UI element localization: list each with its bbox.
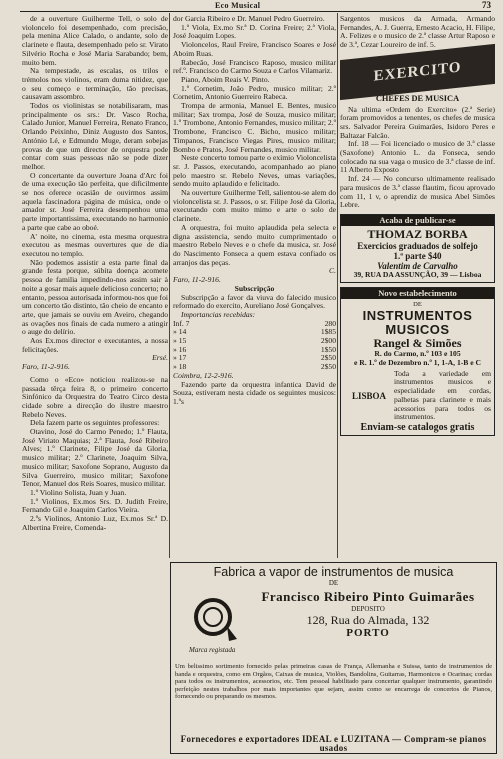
paragraph: Importancias recebidas: <box>181 309 256 319</box>
paragraph: A' noite, no cinema, esta mesma orquestra executou as mesmas ouvertures que de dia executou no templo. <box>22 231 168 258</box>
column-1 <box>22 15 168 532</box>
subscription-row <box>173 346 336 355</box>
subscription-value: 1$50 <box>320 344 336 354</box>
subscription-row <box>173 328 336 337</box>
paragraph: Violoncelos, Raul Freire, Francisco Soares e José Aboim Ruas. <box>173 40 336 58</box>
paragraph: O concertante da ouverture Joana d'Arc foi de uma execução tão perfeita, que dificilmente se nos oferece ocasião de ouvirmos assim aquela fascinadora página de música, onde o amador sr. José Ferreira desempenhou uma parte importantissima, executando no harmonio a parte que cabe ao oboé. <box>22 170 168 232</box>
advert-deposit: DEPOSITO <box>351 605 385 613</box>
subscription-value: 2$50 <box>320 362 336 372</box>
paragraph: 1.º Violino Solista, Juan y Juan. <box>30 487 127 497</box>
subscription-value: 280 <box>324 318 336 328</box>
page-header <box>20 2 491 12</box>
advert-shop <box>243 589 493 639</box>
advert-footer: Fornecedores e exportadores IDEAL e LUZITANA — Compram-se pianos usados <box>180 734 487 753</box>
subscription-label: » 16 <box>173 344 187 354</box>
paragraph: 2.ºs Violinos, Antonio Luz, Ex.mos Sr.ª D. Albertina Freire, Comenda- <box>22 514 168 532</box>
rangel-advert <box>340 287 495 436</box>
paragraph: Piano, Aboim Reais V. Pinto. <box>181 74 270 84</box>
advert-instr: INSTRUMENTOS MUSICOS <box>362 308 473 338</box>
subscription-value: 1$85 <box>320 327 336 337</box>
subscription-row <box>173 354 336 363</box>
advert-address: 128, Rua do Almada, 132 <box>306 613 430 627</box>
paragraph: dor Garcia Ribeiro e Dr. Manuel Pedro Guerreiro. <box>173 14 325 23</box>
paragraph: Fazendo parte da orquestra infantica David de Souza, estiveram nesta cidade os seguintes musicos: 1.ºs <box>173 379 336 406</box>
column-2 <box>173 15 336 407</box>
advert-addr1: R. do Carmo, n.º 103 e 105 <box>374 349 461 359</box>
paragraph: Trompa de armonia, Manuel E. Bentes, musico militar; Sax trompa, José de Souza, musico militar; 1.º Trombone, Antonio Fernandes, musico militar; 2.º Trombone, Francisco C. Bicho, musico militar; Timpanos, Francisco Viegas Pires, musico militar; Bombo e Pratos, José Fernandes, musico militar. <box>173 101 336 154</box>
column-rule <box>169 13 170 558</box>
paragraph: Na ultima «Ordem do Exercito» (2.ª Serie) foram promovidos a tenentes, os chefes de musica srs. Salvador Pereira Guimarães, Isidoro Peres e Baltazar Falcão. <box>340 104 495 140</box>
section-heading: CHEFES DE MUSICA <box>375 93 460 103</box>
advert-city: PORTO <box>346 627 390 639</box>
paragraph: Inf. 24 — No concurso ultimamente realisado para musicos de 3.ª classe flautim, ficou aprovado com 11, 1 v, o aprendiz de musica Abel Simões Lebre. <box>340 174 495 210</box>
advert-firm: Rangel & Simões <box>373 336 462 351</box>
dateline: Faro, 11-2-916. <box>173 275 221 285</box>
advert-de: DE <box>328 579 339 587</box>
advert-top: Acaba de publicar-se <box>341 215 494 226</box>
page-number: 73 <box>482 0 491 10</box>
dateline: Faro, 11-2-916. <box>22 362 70 372</box>
horn-icon <box>189 593 239 645</box>
subscription-label: » 14 <box>173 327 187 337</box>
advert-addr2: e R. 1.º de Dezembro n.º 1, 1-A, 1-B e C <box>354 358 481 368</box>
subscription-label: Inf. 7 <box>173 318 190 328</box>
paragraph: Subscripção a favor da viuva do falecido musico reformado do exercito, Aureliano José Gonçalves. <box>173 292 336 311</box>
paragraph: Otavino, José do Carmo Penedo; 1.º Flauta, José Viriato Maquias; 2.ª Flauta, José Ribeiro Alves; 1.º Clarinete, Filipe José da Gloria, musico militar; 2.º Clarinete, Joaquim Silva, musico militar; Saxofone Soprano, Augusto da Silva Guerreiro, musico militar; Saxofone Tenor, Manuel dos Reis Soares, musico militar. <box>22 427 168 489</box>
advert-footer: Enviam-se catalogos gratis <box>360 421 475 433</box>
advert-mark: Marca registada <box>189 646 236 654</box>
header-title: Eco Musical <box>215 1 261 10</box>
paragraph: 1.º Cornetim, João Pedro, musico militar; 2.º Cornetim, Antonio Guerreiro Rabeca. <box>173 83 336 102</box>
advert-address: 39, RUA DA ASSUNÇÃO, 39 — Lisboa <box>353 269 482 279</box>
advert-de: DE <box>413 300 422 308</box>
borba-advert <box>340 214 495 283</box>
paragraph: A orquestra, foi muito aplaudida pela selecta e digna assistencia, sendo muito cumprimentado o maestro Rebelo Neves e o chefe da musica, sr. José do Nascimento Fonseca a quem estava confiado os arranjos das peças. <box>173 222 336 267</box>
advert-title: Fabrica a vapor de instrumentos de musica <box>213 565 454 579</box>
signature: C. <box>329 266 336 276</box>
paragraph: Na tempestade, as escalas, os trilos e trémolos nos violinos, eram duma nitidez, que o seu começo e terminação, tão precisas, causavam assombro. <box>22 66 168 102</box>
paragraph: de a ouverture Guilherme Tell, o solo de violoncelo foi desempenhado, com precisão, pela menina Alice Calado, o andante, solo de clarinete e flauta, desempenhado pelo sr. Virato Silvério Rocha e José Maria Sarabando; bem, muito bem. <box>22 14 168 67</box>
paragraph: Rabecão, José Francisco Raposo, musico militar ref.º. Francisco do Carmo Souza e Carlos Vilamariz. <box>173 57 336 76</box>
subscription-value: 2$50 <box>320 353 336 363</box>
paragraph: Inf. 18 — Foi licenciado o musico de 3.ª classe (Saxofone) Antonio L. da Fonseca, sendo colocado na sua vaga o musico de 3.ª classe de inf. 11 Alberto Exposto <box>340 139 495 175</box>
advert-part: 1.ª parte $40 <box>393 250 442 261</box>
signature: Ersé. <box>152 353 168 363</box>
guimaraes-advert <box>170 562 497 754</box>
paragraph: 1.ª Viola, Ex.mo Sr.ª D. Corina Freire; 2.ª Viola, José Joaquim Lopes. <box>173 22 336 41</box>
subscription-heading: Subscripção <box>234 283 275 293</box>
paragraph: Todos os violinistas se notabilisaram, mas principalmente os srs.: Dr. Vasco Rocha, Calado Junior, Manuel Ferreira, Renato Franco, Orlando Peixinho, Diniz Augusto dos Santos, António Lé, e Edmundo Muge, deram sobejas provas de que um director de orquestra pode contar com suas pessoas não se pode dizer melhor. <box>22 101 168 171</box>
column-3 <box>340 15 495 436</box>
paragraph: Não podemos assistir a esta parte final da grande festa porque, súbita doença acomete pessoa de familia impedindo-nos assim sair à noite a gosar mais aquele delicioso concerto; no entanto, pessoa autorisada informou-nos que foi um concerto tão distinto, tão cheio de encanto e arte, que jamais se ouviu em Aveiro, chegando as ovações nos finais de cada numero a atingir o auge do delírio. <box>22 257 168 337</box>
subscription-table <box>173 320 336 372</box>
paragraph: Na ouverture Guilherme Tell, salientou-se alem do violoncelista sr. J. Passos, o sr. Filipe José da Gloria, executando com muito mimo e arte o solo de clarinete. <box>173 188 336 224</box>
subscription-row <box>173 320 336 329</box>
advert-top: Novo estabelecimento <box>341 288 494 299</box>
advert-lisboa: LISBOA <box>351 390 386 401</box>
subscription-row <box>173 337 336 346</box>
subscription-label: » 18 <box>173 362 187 372</box>
paragraph: 1.º Violinos, Ex.mos Srs. D. Judith Freire, Fernando Gil e Joaquim Carlos Vieira. <box>22 496 168 515</box>
paragraph: Neste concerto tomou parte o exímio Violoncelista sr. J. Passos, executando, acompanhado ao piano pelo maestro sr. Rebelo Neves, umas variações, sendo muito aplaudido e felicitado. <box>173 153 336 189</box>
dateline: Coimbra, 12-2-916. <box>173 370 234 380</box>
subscription-label: » 15 <box>173 336 187 346</box>
exercito-banner: EXERCITO <box>340 44 495 100</box>
paragraph: Aos Ex.mos director e executantes, a nossa felicitações. <box>22 336 168 354</box>
paragraph: Como o «Eco» noticiou realizou-se na passada têrça feira 8, o primeiro concerto Sinfónico da Orquestra do Teatro Circo desta cidade sobre a direcção do ilustre maestro Rebelo Neves. <box>22 374 168 419</box>
advert-publisher: Valentim de Carvalho <box>377 260 458 271</box>
column-rule <box>337 13 338 558</box>
advert-text: Toda a variedade em instrumentos musicos e especialidade em cordas, palhetas para clarinete e mais acessorios para todos os instrumentos. <box>394 368 491 422</box>
subscription-value: 2$00 <box>320 336 336 346</box>
paragraph: Dela fazem parte os seguintes professores: <box>30 418 160 428</box>
advert-description: Um belissimo sortimento fornecido pelas primeiras casas de França, Allemanha e Suissa, tanto de instrumentos de banda e orquestra, como em Orgãos, Caixas de musica, Violões, Bandolins, Guitarras, Harmonicos e Ocarinas; cordas para todos os instrumentos, acessorios, etc. Tem pessoal habilitado para concertar qualquer instrumento, garantindo perfeição nestes trabalhos por mais importantes que sejam, assim como se encarrega de concertos de Pianos, fornecendo ou preparando os mesmos. <box>175 663 492 701</box>
advert-subtitle: Exercicios graduados de solfejo <box>357 240 478 251</box>
advert-name: THOMAZ BORBA <box>367 226 468 241</box>
subscription-label: » 17 <box>173 353 187 363</box>
advert-name: Francisco Ribeiro Pinto Guimarães <box>261 589 475 604</box>
paragraph: Sargentos musicos da Armada, Armando Fernandes, A. J. Guerra, Ernesto Acacio, H. Filipe, A. Felizes e o musico de 2.ª classe Artur Raposo e de 3.ª, Cezar Loureiro de inf. 5. <box>340 14 495 50</box>
